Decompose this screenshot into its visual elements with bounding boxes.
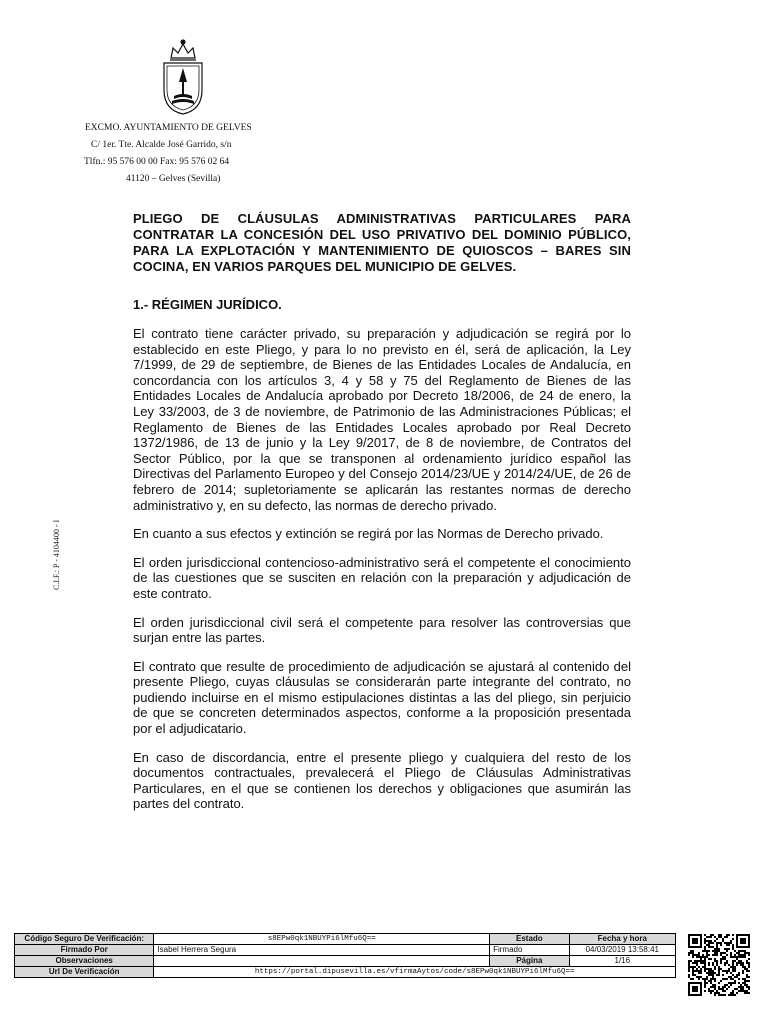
paragraph: El orden jurisdiccional contencioso-administrativo será el competente el conocimiento de las cuestiones que se susciten en relación con la preparación y adjudicación de este contrato. [133, 554, 631, 601]
fecha-label: Fecha y hora [569, 934, 675, 945]
coat-of-arms-logo [158, 38, 208, 116]
municipality-phone: Tlfn.: 95 576 00 00 Fax: 95 576 02 64 [84, 157, 230, 167]
signed-by-value: Isabel Herrera Segura [154, 945, 490, 956]
estado-value: Firmado [490, 945, 570, 956]
municipality-name: EXCMO. AYUNTAMIENTO DE GELVES [85, 123, 252, 133]
qr-code-icon [688, 934, 750, 996]
document-title: PLIEGO DE CLÁUSULAS ADMINISTRATIVAS PARTICULARES PARA CONTRATAR LA CONCESIÓN DEL USO PRIVATIVO DEL DOMINIO PÚBLICO, PARA LA EXPLOTACIÓN Y MANTENIMIENTO DE QUIOSCOS – BARES SIN COCINA, EN VARIOS PARQUES DEL MUNICIPIO DE GELVES. [133, 211, 631, 274]
paragraph: En caso de discordancia, entre el presente pliego y cualquiera del resto de los documentos contractuales, prevalecerá el Pliego de Cláusulas Administrativas Particulares, en el que se contienen los derechos y obligaciones que asumirán las partes del contrato. [133, 749, 631, 812]
side-cif-text: C.I.F.: P - 4104400 - I [52, 519, 61, 590]
paragraph: El orden jurisdiccional civil será el competente para resolver las controversias que surjan entre las partes. [133, 614, 631, 646]
municipality-address: C/ 1er. Tte. Alcalde José Garrido, s/n [91, 140, 232, 150]
estado-label: Estado [490, 934, 570, 945]
verification-url[interactable]: https://portal.dipusevilla.es/vfirmaAytos/code/s8EPw0qk1NBUYPi6lMfu6Q== [154, 967, 676, 978]
verification-table [14, 933, 676, 978]
csv-value: s8EPw0qk1NBUYPi6lMfu6Q== [154, 934, 490, 945]
letterhead [70, 120, 300, 188]
pagina-label: Página [490, 956, 570, 967]
pagina-value: 1/16 [569, 956, 675, 967]
csv-label: Código Seguro De Verificación: [15, 934, 154, 945]
signed-by-label: Firmado Por [15, 945, 154, 956]
paragraph: El contrato que resulte de procedimiento de adjudicación se ajustará al contenido del presente Pliego, cuyas cláusulas se considerarán parte integrante del contrato, no pudiendo incluirse en el mismo estipulaciones distintas a las del pliego, sin perjuicio de que se concreten determinados aspectos, conforme a la proposición presentada por el adjudicatario. [133, 658, 631, 737]
fecha-value: 04/03/2019 13:58:41 [569, 945, 675, 956]
municipality-city: 41120 – Gelves (Sevilla) [126, 174, 221, 184]
observations-value [154, 956, 490, 967]
paragraph: El contrato tiene carácter privado, su preparación y adjudicación se regirá por lo establecido en este Pliego, y para lo no previsto en él, será de aplicación, la Ley 7/1999, de 29 de septiembre, de Bienes de las Entidades Locales de Andalucía, en concordancia con los artículos 3, 4 y 58 y 75 del Reglamento de Bienes de las Entidades Locales de Andalucía aprobado por Decreto 18/2006, de 24 de enero, la Ley 33/2003, de 3 de noviembre, de Patrimonio de las Administraciones Públicas; el Reglamento de Bienes de las Entidades Locales aprobado por Real Decreto 1372/1986, de 13 de junio y la Ley 9/2017, de 8 de noviembre, de Contratos del Sector Público, por la que se transponen al ordenamiento jurídico español las Directivas del Parlamento Europeo y del Consejo 2014/23/UE y 2014/24/UE, de 26 de febrero de 2014; supletoriamente se aplicarán las restantes normas de derecho administrativo y, en su defecto, las normas de derecho privado. [133, 326, 631, 513]
paragraph: En cuanto a sus efectos y extinción se regirá por las Normas de Derecho privado. [133, 526, 604, 542]
section-heading: 1.- RÉGIMEN JURÍDICO. [133, 297, 282, 312]
observations-label: Observaciones [15, 956, 154, 967]
url-label: Url De Verificación [15, 967, 154, 978]
document-body [133, 211, 631, 812]
